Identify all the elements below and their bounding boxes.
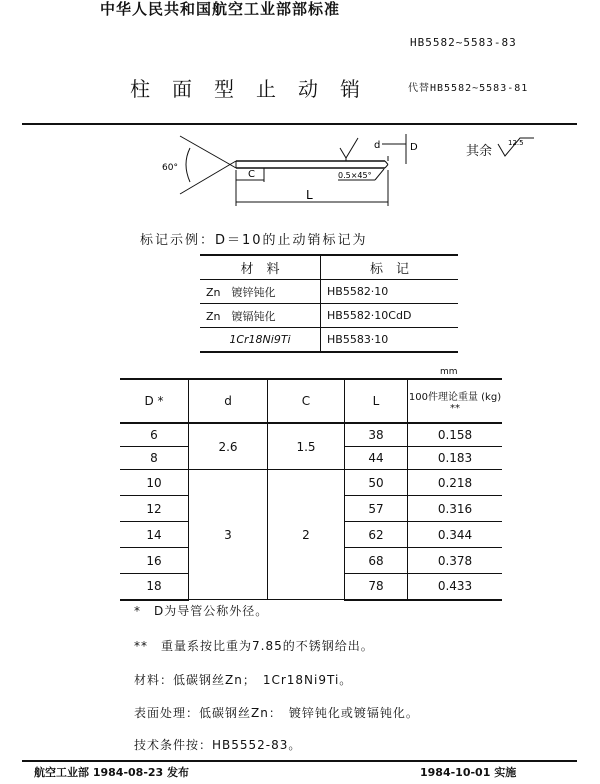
- rest-roughness-label: 其余: [466, 144, 493, 159]
- chamfer-label: 0.5×45°: [338, 171, 372, 180]
- marking-cell: 1Cr18Ni9Ti: [200, 328, 321, 353]
- cell-L: 57: [345, 496, 408, 522]
- marking-cell: HB5582·10CdD: [321, 304, 459, 328]
- col-header-weight: 100件理论重量 (kg) **: [408, 379, 503, 423]
- issuing-organization: 中华人民共和国航空工业部部标准: [100, 0, 341, 18]
- implemented-date: 1984-10-01 实施: [420, 766, 517, 779]
- dim-c-label: C: [248, 169, 255, 180]
- marking-header-material: 材 料: [200, 255, 321, 280]
- marking-cell: HB5582·10: [321, 280, 459, 304]
- cell-weight: 0.378: [408, 548, 503, 574]
- dim-outer-d-label: D: [410, 142, 418, 153]
- cell-weight: 0.433: [408, 574, 503, 600]
- cell-L: 78: [345, 574, 408, 600]
- cell-c-group2: 2: [268, 470, 345, 600]
- cell-L: 44: [345, 447, 408, 470]
- replaces-standard: 代替HB5582~5583-81: [408, 83, 529, 94]
- cell-L: 62: [345, 522, 408, 548]
- pin-drawing: [160, 130, 430, 210]
- col-header-l: L: [345, 379, 408, 423]
- cell-D: 14: [120, 522, 189, 548]
- marking-cell: Zn 镀锌钝化: [200, 280, 321, 304]
- cell-c-group1: 1.5: [268, 423, 345, 470]
- footer-rule: [22, 760, 577, 762]
- cell-D: 8: [120, 447, 189, 470]
- cell-weight: 0.218: [408, 470, 503, 496]
- cell-D: 16: [120, 548, 189, 574]
- col-header-d: d: [189, 379, 268, 423]
- cell-L: 50: [345, 470, 408, 496]
- header-rule: [22, 123, 577, 125]
- marking-cell: HB5583·10: [321, 328, 459, 353]
- cell-weight: 0.316: [408, 496, 503, 522]
- cell-D: 6: [120, 423, 189, 447]
- note-material: 材料：低碳钢丝Zn； 1Cr18Ni9Ti。: [134, 673, 353, 687]
- note-technical-conditions: 技术条件按：HB5552-83。: [134, 738, 302, 752]
- cell-weight: 0.183: [408, 447, 503, 470]
- angle-label: 60°: [162, 163, 178, 173]
- roughness-value: 12.5: [508, 139, 524, 147]
- marking-cell: Zn 镀镉钝化: [200, 304, 321, 328]
- marking-example: 标记示例：D＝10的止动销标记为: [140, 233, 368, 248]
- cell-L: 68: [345, 548, 408, 574]
- cell-weight: 0.158: [408, 423, 503, 447]
- dim-l-label: L: [306, 188, 313, 202]
- marking-header-mark: 标 记: [321, 255, 459, 280]
- roughness-check-icon: [496, 136, 536, 158]
- cell-D: 10: [120, 470, 189, 496]
- cell-L: 38: [345, 423, 408, 447]
- cell-D: 18: [120, 574, 189, 600]
- marking-table: [200, 254, 458, 353]
- note-2: ** 重量系按比重为7.85的不锈钢给出。: [134, 639, 374, 653]
- document-title: 柱面型止动销: [130, 77, 382, 101]
- issued-date: 航空工业部 1984-08-23 发布: [34, 766, 190, 779]
- standard-number: HB5582~5583-83: [410, 36, 517, 49]
- dimension-table: [120, 378, 502, 601]
- cell-d-group2: 3: [189, 470, 268, 600]
- col-header-D: D *: [120, 379, 189, 423]
- note-surface-treatment: 表面处理：低碳钢丝Zn： 镀锌钝化或镀镉钝化。: [134, 706, 419, 720]
- col-header-c: C: [268, 379, 345, 423]
- cell-D: 12: [120, 496, 189, 522]
- dim-d-label: d: [374, 140, 381, 151]
- unit-label: mm: [440, 367, 458, 377]
- cell-d-group1: 2.6: [189, 423, 268, 470]
- note-1: * D为导管公称外径。: [134, 604, 269, 618]
- cell-weight: 0.344: [408, 522, 503, 548]
